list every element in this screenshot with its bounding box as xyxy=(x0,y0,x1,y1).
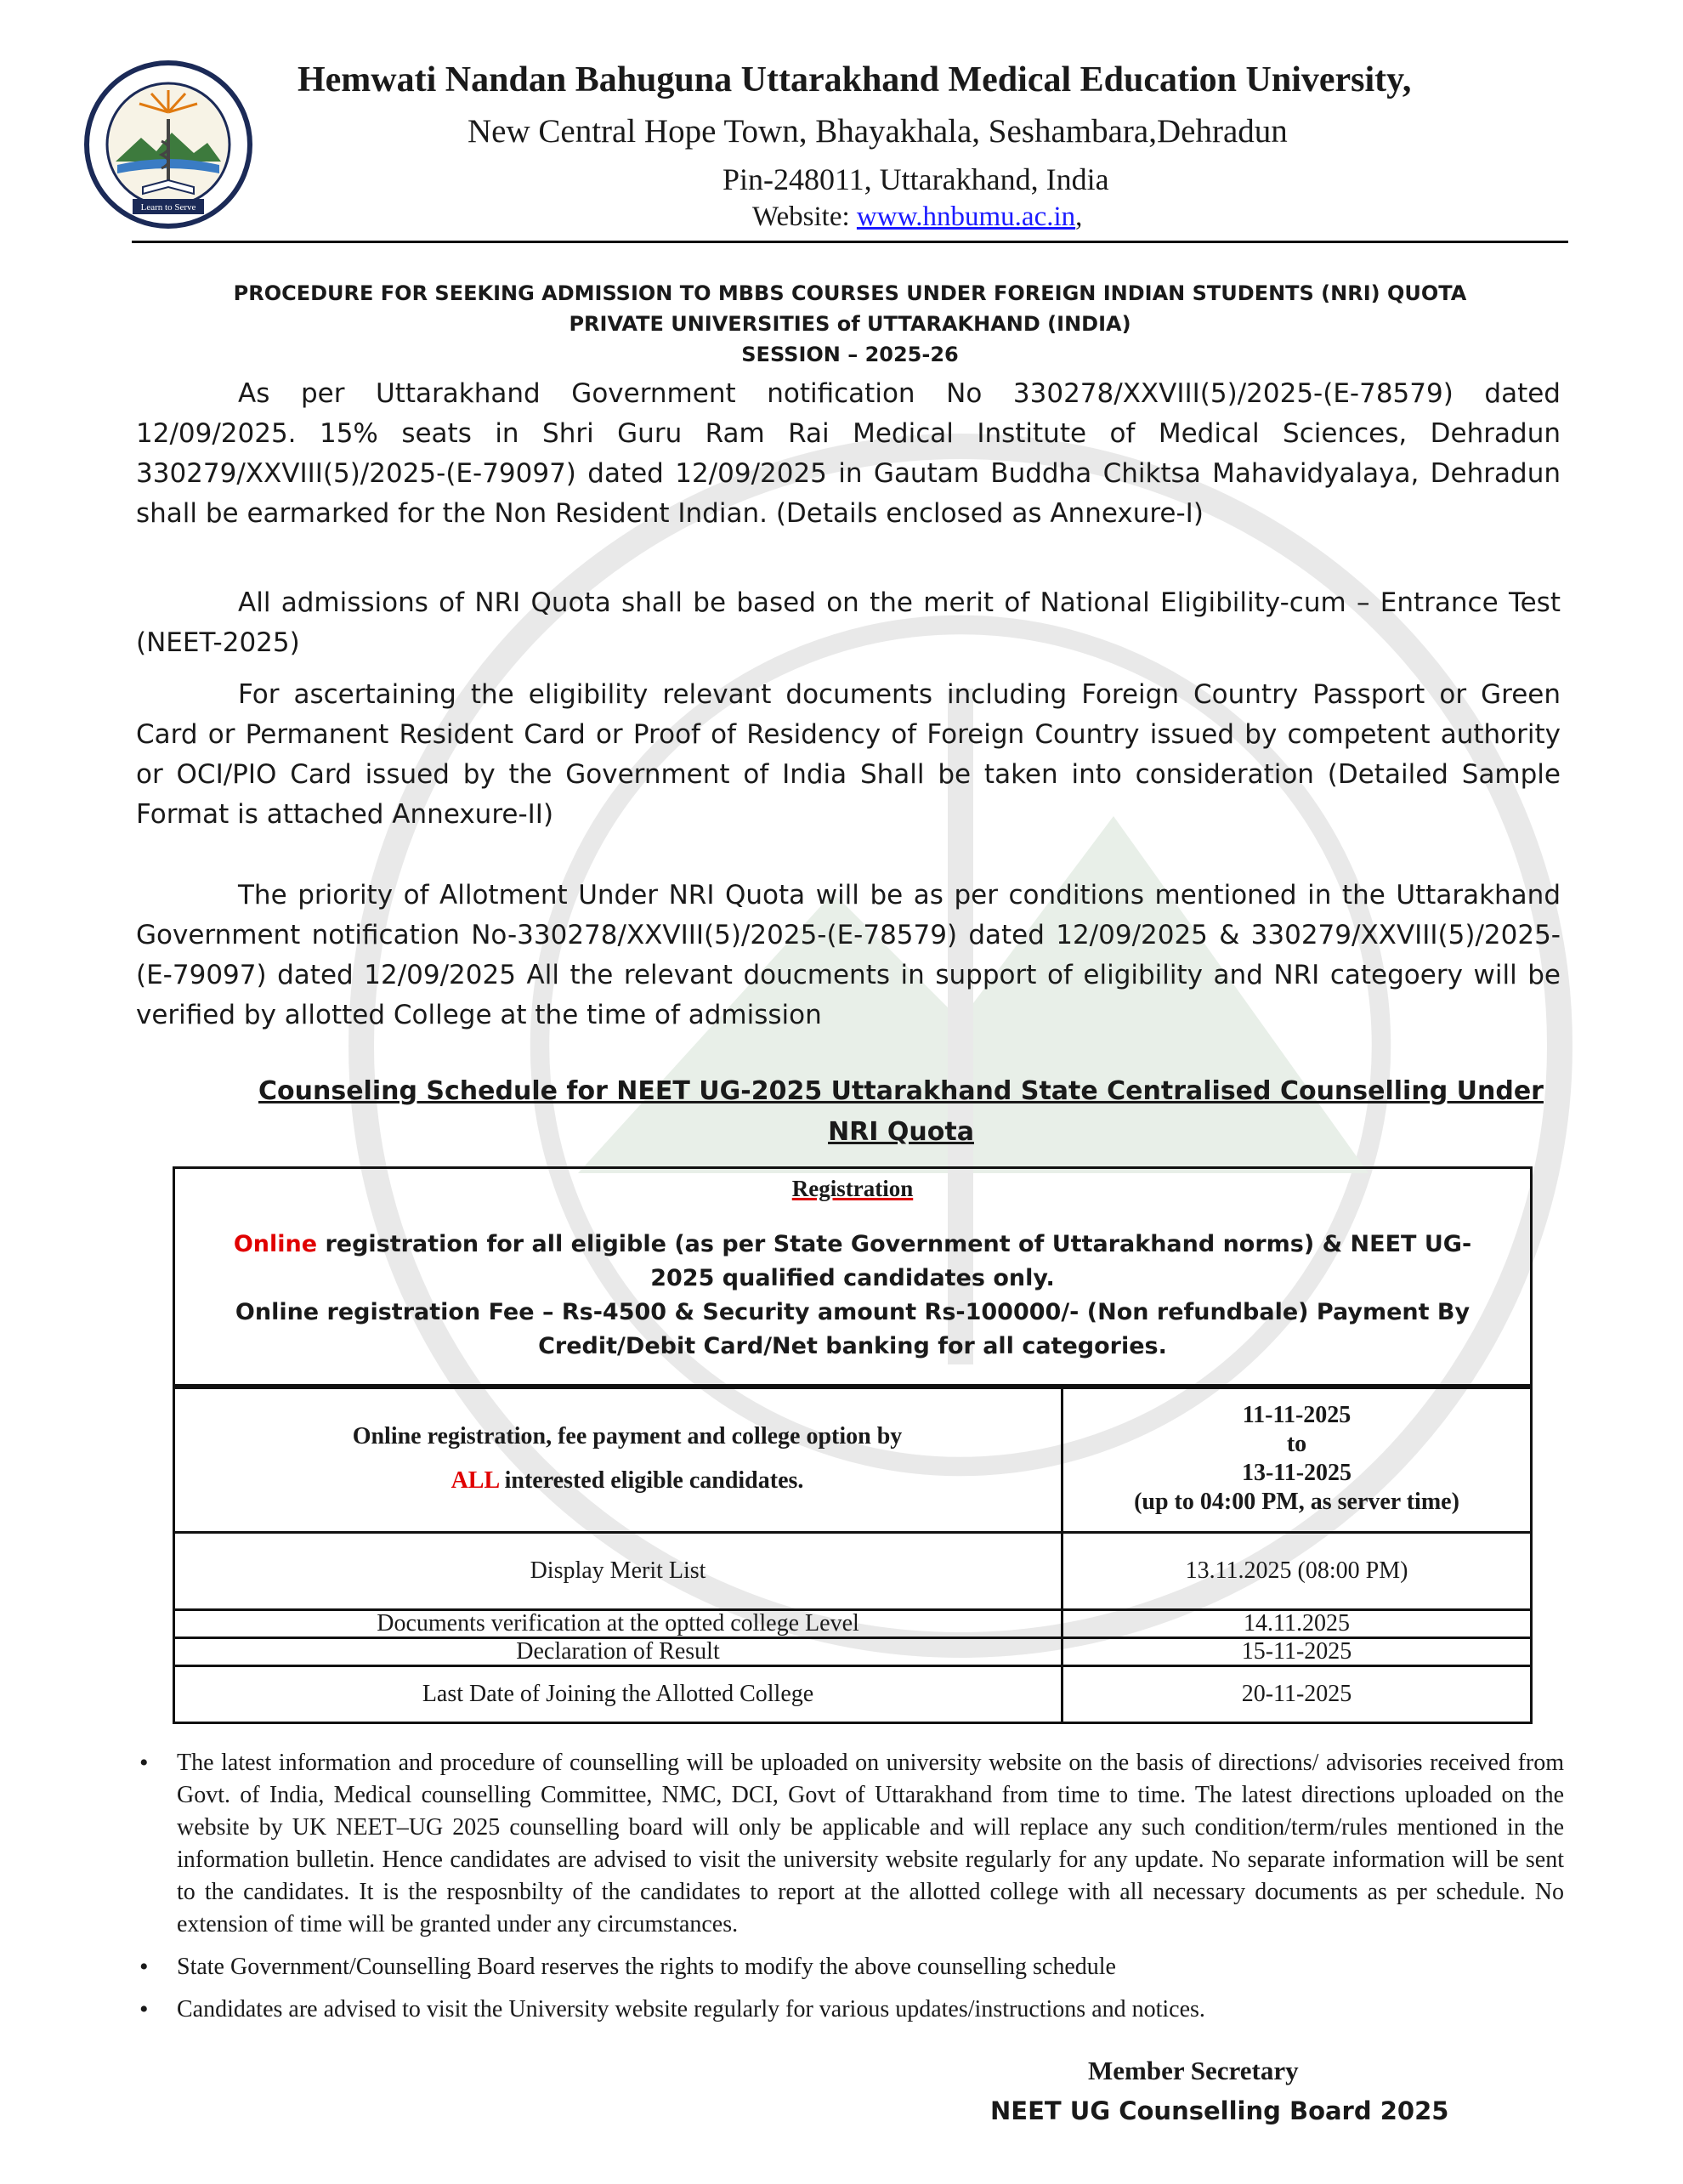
schedule-title: Counseling Schedule for NEET UG-2025 Uttarakhand State Centralised Counselling Under NRI Quota xyxy=(258,1076,1544,1147)
schedule-date: 15-11-2025 xyxy=(1062,1638,1532,1666)
registration-box xyxy=(173,1166,1533,1389)
schedule-event xyxy=(174,1386,1062,1533)
registration-end-date: 13-11-2025 xyxy=(1241,1460,1352,1486)
table-row xyxy=(174,1638,1532,1666)
registration-start-date: 11-11-2025 xyxy=(1242,1402,1352,1428)
registration-step-text: Online registration, fee payment and college option by xyxy=(352,1423,903,1449)
paragraph-neet-merit xyxy=(136,583,1561,663)
registration-info-line-1 xyxy=(215,1228,1490,1296)
table-row xyxy=(174,1610,1532,1638)
procedure-heading xyxy=(128,278,1572,370)
university-name: Hemwati Nandan Bahuguna Uttarakhand Medical Education University, xyxy=(298,60,1412,99)
paragraph-notification xyxy=(136,374,1561,534)
schedule-date: 20-11-2025 xyxy=(1062,1666,1532,1723)
signatory-designation: Member Secretary xyxy=(1088,2056,1299,2085)
university-logo xyxy=(83,60,253,230)
address-line-1: New Central Hope Town, Bhayakhala, Seshambara,Dehradun xyxy=(468,113,1288,150)
list-item xyxy=(136,1747,1564,1941)
schedule-event: Declaration of Result xyxy=(174,1638,1062,1666)
website-line xyxy=(752,201,1082,233)
signatory-board: NEET UG Counselling Board 2025 xyxy=(990,2096,1449,2125)
schedule-date xyxy=(1062,1386,1532,1533)
registration-fee-text: Online registration Fee – Rs-4500 & Security amount Rs-100000/- (Non refundbale) Payment By Credit/Debit Card/Net banking for all categories. xyxy=(235,1299,1470,1359)
list-item xyxy=(136,1994,1564,2026)
paragraph-allotment-priority xyxy=(136,876,1561,1035)
bullet-icon: • xyxy=(139,1749,149,1777)
table-row xyxy=(174,1533,1532,1610)
paragraph-allotment-priority-text: The priority of Allotment Under NRI Quota will be as per conditions mentioned in the Uttarakhand Government notification No-330278/XXVIII(5)/2025-(E-78579) dated 12/09/2025 & 330279/XXVIII(5)/2025-(E-79097) dated 12/09/2025 All the relevant doucments in support of eligibility and NRI categoery will be verified by allotted College at the time of admission xyxy=(136,880,1561,1030)
schedule-date: 13.11.2025 (08:00 PM) xyxy=(1062,1533,1532,1610)
note-text: Candidates are advised to visit the University website regularly for various updates/instructions and notices. xyxy=(177,1996,1205,2022)
procedure-heading-line-1: PROCEDURE FOR SEEKING ADMISSION TO MBBS COURSES UNDER FOREIGN INDIAN STUDENTS (NRI) QUOTA xyxy=(233,281,1467,305)
paragraph-notification-text: As per Uttarakhand Government notification No 330278/XXVIII(5)/2025-(E-78579) dated 12/09/2025. 15% seats in Shri Guru Ram Rai Medical Institute of Medical Sciences, Dehradun 330279/XXVIII(5)/2025-(E-79097) dated 12/09/2025 in Gautam Buddha Chiktsa Mahavidyalaya, Dehradun shall be earmarked for the Non Resident Indian. (Details enclosed as Annexure-I) xyxy=(136,378,1561,529)
address-line-2: Pin-248011, Uttarakhand, India xyxy=(722,162,1109,196)
paragraph-neet-merit-text: All admissions of NRI Quota shall be based on the merit of National Eligibility-cum – Entrance Test (NEET-2025) xyxy=(136,587,1561,658)
note-text: The latest information and procedure of counselling will be uploaded on university website on the basis of directions/ advisories received from Govt. of India, Medical counselling Committee, NMC, DCI, Govt of Uttarakhand from time to time. The latest directions uploaded on the website by UK NEET–UG 2025 counselling board will only be applicable and will replace any such condition/term/rules mentioned in the information bulletin. Hence candidates are advised to visit the university website regularly for any update. No separate information will be sent to the candidates. It is the resposnbilty of the candidates to report at the allotted college with all necessary documents as per schedule. No extension of time will be granted under any circumstances. xyxy=(177,1750,1564,1937)
registration-eligibility-text: registration for all eligible (as per State Government of Uttarakhand norms) & NEET UG-2025 qualified candidates only. xyxy=(317,1231,1472,1291)
registration-step-all: ALL xyxy=(450,1467,499,1494)
notes-list xyxy=(136,1747,1564,2036)
registration-info xyxy=(215,1228,1490,1364)
schedule-event: Documents verification at the optted college Level xyxy=(174,1610,1062,1638)
website-suffix: , xyxy=(1075,201,1083,232)
registration-time-note: (up to 04:00 PM, as server time) xyxy=(1134,1489,1459,1515)
registration-label: Registration xyxy=(791,1176,914,1201)
table-row xyxy=(174,1666,1532,1723)
bullet-icon: • xyxy=(139,1953,149,1981)
procedure-heading-line-2: PRIVATE UNIVERSITIES of UTTARAKHAND (INDIA) xyxy=(569,312,1131,336)
header-divider xyxy=(132,241,1568,243)
schedule-table xyxy=(173,1384,1533,1724)
logo-motto: Learn to Serve xyxy=(140,202,196,213)
schedule-event: Display Merit List xyxy=(174,1533,1062,1610)
bullet-icon: • xyxy=(139,1995,149,2023)
website-label: Website: xyxy=(752,201,850,232)
registration-step-text-2: interested eligible candidates. xyxy=(498,1467,804,1494)
paragraph-eligibility-documents xyxy=(136,675,1561,835)
schedule-event: Last Date of Joining the Allotted College xyxy=(174,1666,1062,1723)
registration-date-to: to xyxy=(1286,1431,1307,1457)
list-item xyxy=(136,1951,1564,1983)
schedule-date: 14.11.2025 xyxy=(1062,1610,1532,1638)
procedure-heading-session: SESSION – 2025-26 xyxy=(741,343,959,366)
paragraph-eligibility-documents-text: For ascertaining the eligibility relevant documents including Foreign Country Passport or Green Card or Permanent Resident Card or Proof of Residency of Foreign Country issued by competent authority or OCI/PIO Card issued by the Government of India Shall be taken into consideration (Detailed Sample Format is attached Annexure-II) xyxy=(136,679,1561,830)
note-text: State Government/Counselling Board reserves the rights to modify the above counselling schedule xyxy=(177,1954,1116,1980)
registration-online-word: Online xyxy=(233,1231,318,1257)
website-link[interactable]: www.hnbumu.ac.in xyxy=(856,201,1076,232)
table-row xyxy=(174,1386,1532,1533)
